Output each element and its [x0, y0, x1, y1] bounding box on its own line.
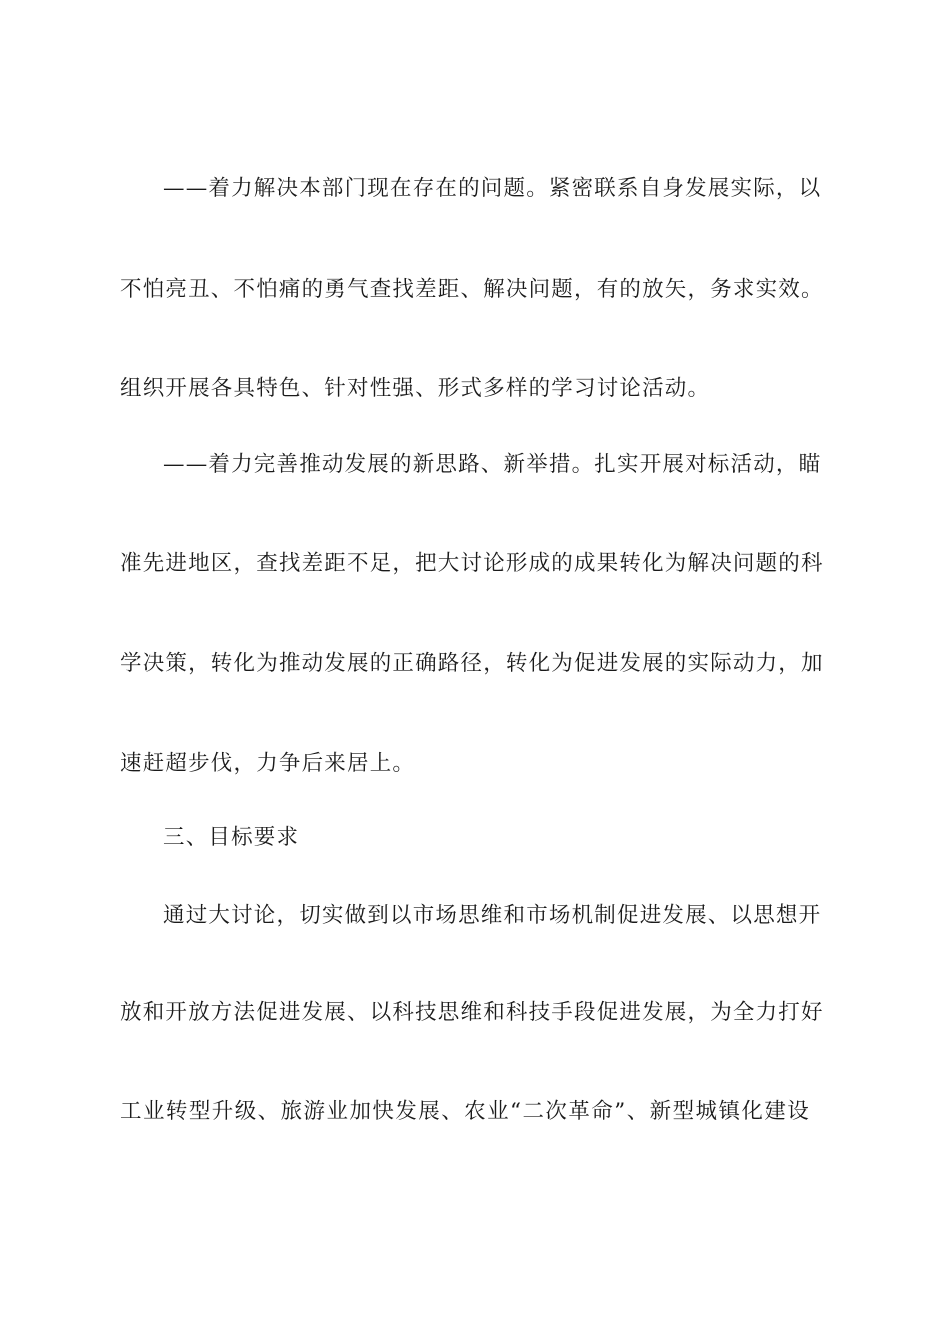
paragraph-line: ——着力解决本部门现在存在的问题。紧密联系自身发展实际，以 — [163, 176, 822, 201]
paragraph-line: 组织开展各具特色、针对性强、形式多样的学习讨论活动。 — [120, 376, 711, 401]
paragraph-line: ——着力完善推动发展的新思路、新举措。扎实开展对标活动，瞄 — [163, 452, 822, 477]
paragraph-line: 通过大讨论，切实做到以市场思维和市场机制促进发展、以思想开 — [163, 903, 822, 928]
paragraph-line: 学决策，转化为推动发展的正确路径，转化为促进发展的实际动力，加 — [120, 651, 824, 676]
section-heading: 三、目标要求 — [163, 825, 300, 850]
paragraph-line: 工业转型升级、旅游业加快发展、农业“二次革命”、新型城镇化建设 — [120, 1099, 810, 1124]
paragraph-line: 速赶超步伐，力争后来居上。 — [120, 751, 416, 776]
paragraph-line: 放和开放方法促进发展、以科技思维和科技手段促进发展，为全力打好 — [120, 1000, 824, 1025]
paragraph-line: 不怕亮丑、不怕痛的勇气查找差距、解决问题，有的放矢，务求实效。 — [120, 277, 824, 302]
paragraph-line: 准先进地区，查找差距不足，把大讨论形成的成果转化为解决问题的科 — [120, 551, 824, 576]
